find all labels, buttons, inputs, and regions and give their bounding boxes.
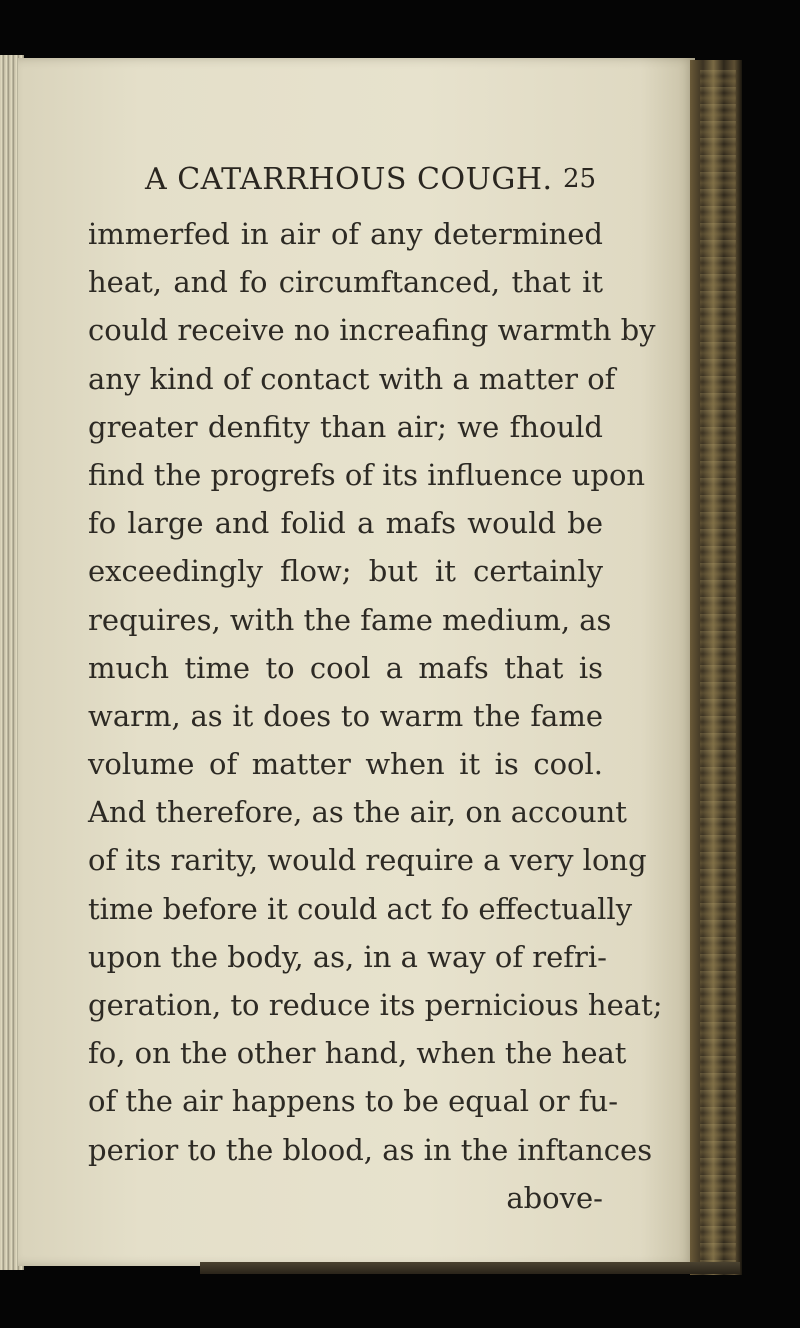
spine-texture [700, 70, 736, 1265]
text-line: volume of matter when it is cool. [88, 747, 603, 782]
text-line: find the progrefs of its influence upon [88, 457, 646, 492]
text-line: warm, as it does to warm the fame [88, 698, 603, 733]
text-line: immerfed in air of any determined [88, 217, 603, 251]
text-line: geration, to reduce its pernicious heat; [88, 988, 663, 1022]
text-line: much time to cool a mafs that is [88, 650, 603, 685]
text-line: fo large and folid a mafs would be [88, 506, 603, 541]
text-line: fo, on the other hand, when the heat [88, 1036, 627, 1071]
text-line: time before it could act fo effectually [88, 891, 633, 926]
text-line: could receive no increafing warmth by [88, 313, 656, 348]
text-line: of its rarity, would require a very long [88, 843, 647, 878]
bottom-edge [200, 1262, 740, 1274]
page-number: 25 [563, 164, 597, 194]
text-line: upon the body, as, in a way of refri- [88, 939, 607, 974]
text-line: requires, with the fame medium, as [88, 602, 612, 637]
running-head: A CATARRHOUS COUGH. [145, 162, 553, 197]
text-line: perior to the blood, as in the inftances [88, 1132, 653, 1167]
text-line: And therefore, as the air, on account [88, 795, 627, 830]
text-line: any kind of contact with a matter of [88, 361, 616, 396]
body-text [88, 210, 663, 1222]
text-line: of the air happens to be equal or fu- [88, 1084, 619, 1119]
text-line: greater denfity than air; we fhould [88, 409, 603, 444]
catchword: above- [506, 1180, 603, 1215]
text-line: heat, and fo circumftanced, that it [88, 265, 603, 300]
text-line: exceedingly flow; but it certainly [88, 554, 603, 589]
